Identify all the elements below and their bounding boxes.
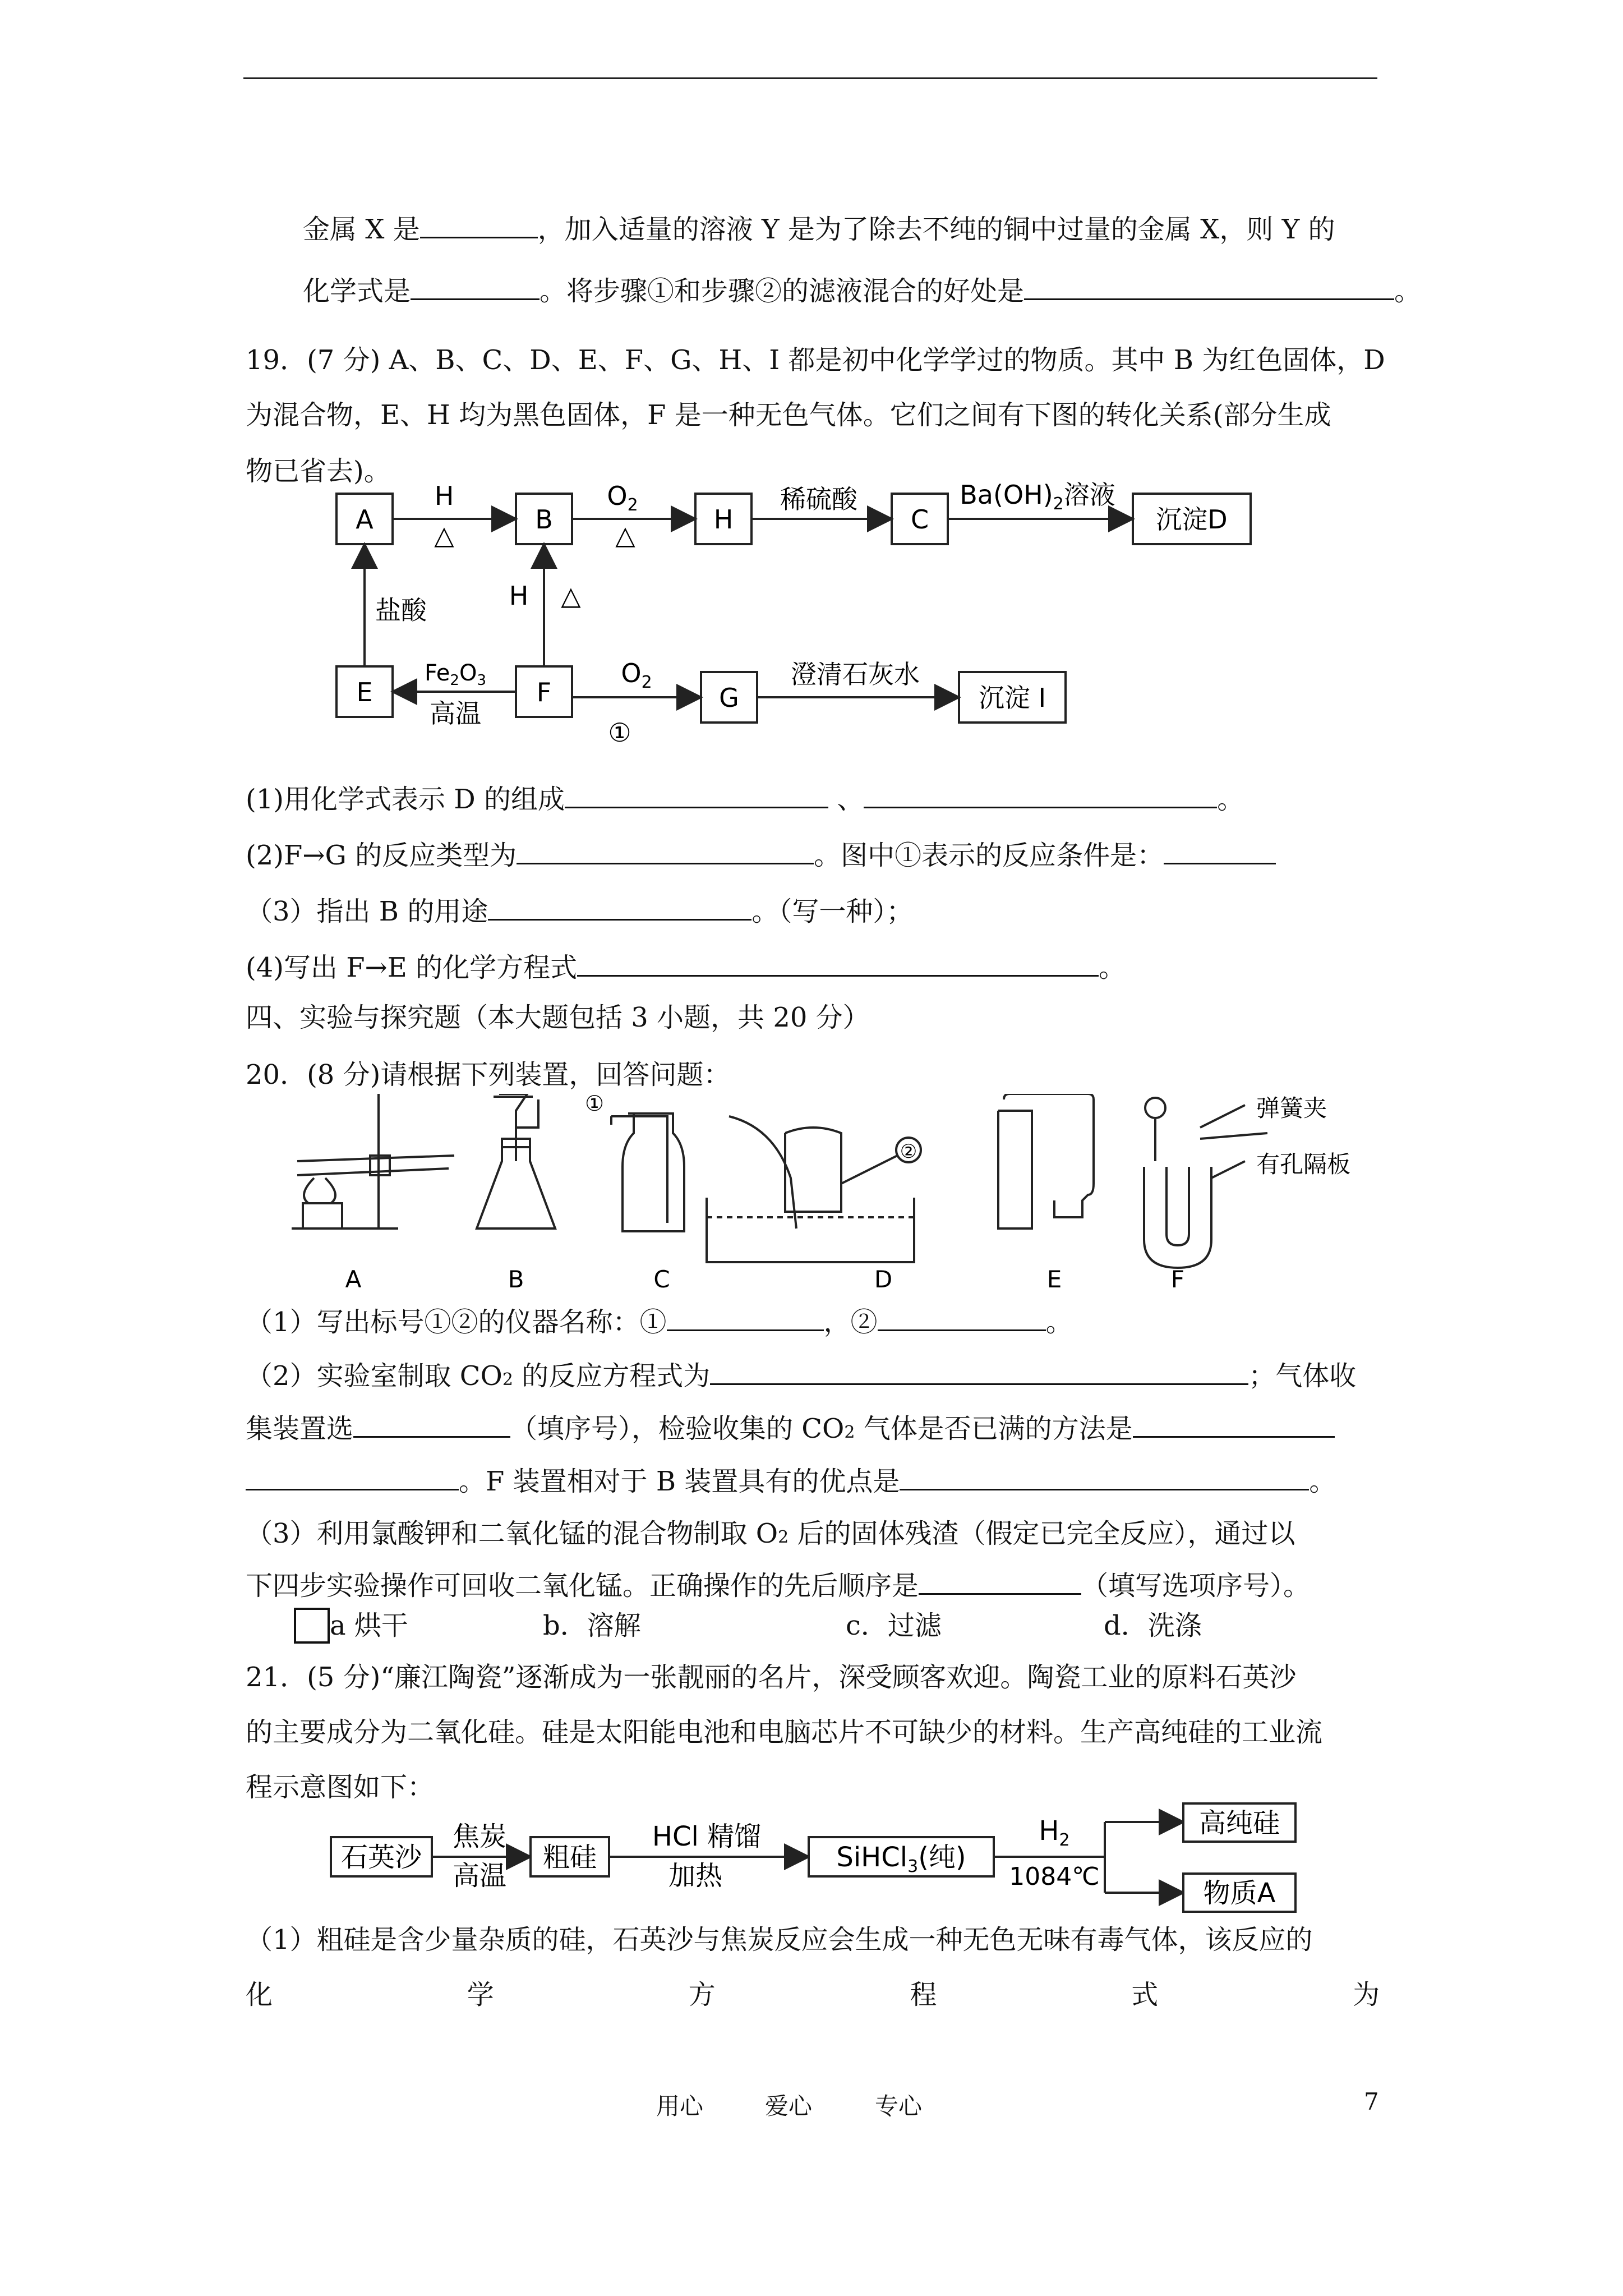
answer-blank[interactable] [900,1464,1309,1490]
answer-blank[interactable] [246,1464,459,1490]
spread-char: 方 [688,1979,716,2010]
flow-node-quartz-sand-label: 石英沙 [340,1842,422,1873]
label-d: D [874,1266,893,1293]
q20-option-d: d．洗涤 [1104,1610,1202,1641]
q20-sub2-line1: （2）实验室制取 CO2 的反应方程式为 ；气体收 [246,1359,1356,1397]
answer-blank[interactable] [517,838,814,864]
q21-sub1: （1）粗硅是含少量杂质的硅，石英沙与焦炭反应会生成一种无色无味有毒气体，该反应的 [246,1924,1313,1955]
answer-checkbox[interactable] [294,1608,330,1644]
q18-line2: 化学式是 。将步骤①和步骤②的滤液混合的好处是 。 [303,274,1421,308]
q20-option-b: b．溶解 [543,1610,641,1641]
node-g-label: G [719,683,739,713]
q20-sub2-line2: 集装置选 （填序号），检验收集的 CO2 气体是否已满的方法是 [246,1411,1335,1450]
q19-transformation-diagram [325,481,1267,751]
q20-sub3-line2: 下四步实验操作可回收二氧化锰。正确操作的先后顺序是 （填写选项序号）。 [246,1568,1310,1603]
spread-char: 化 [246,1979,273,2010]
apparatus-f [1144,1098,1267,1268]
arrow-e-a-label: 盐酸 [375,595,427,625]
spread-char: 式 [1131,1979,1159,2010]
apparatus-c [611,1114,684,1231]
label-marker-1: ① [584,1094,605,1116]
q19-text-line3: 物已省去)。 [246,455,391,487]
q19-text-line1: 19．(7 分) A、B、C、D、E、F、G、H、I 都是初中化学学过的物质。其中 B 为红色固体，D [246,344,1385,376]
arrow-b-h-bottom-label: △ [615,520,635,550]
q19-sub3: （3）指出 B 的用途 。（写一种）； [246,894,913,928]
node-e-label: E [356,677,373,707]
q20-apparatus-figure [280,1094,1402,1301]
spread-char: 为 [1352,1979,1380,2010]
flow-arrow-1-top-label: 焦炭 [452,1821,507,1852]
q20-sub1: （1）写出标号①②的仪器名称：① ，② 。 [246,1305,1073,1339]
apparatus-d [707,1116,921,1262]
q21-flow-diagram [325,1801,1312,1913]
label-c: C [653,1266,670,1293]
answer-blank[interactable] [710,1359,1248,1385]
apparatus-b [477,1094,555,1228]
q20-option-a: a 烘干 [330,1610,408,1641]
label-f: F [1170,1266,1185,1293]
arrow-b-h-top-label: $O_2$ [607,481,638,515]
answer-blank[interactable] [919,1568,1081,1595]
node-i-label: 沉淀 I [978,683,1046,713]
q18-line1: 金属 X 是 ，加入适量的溶液 Y 是为了除去不纯的铜中过量的金属 X，则 Y 的 [303,212,1335,246]
label-b: B [508,1266,524,1293]
page-number: 7 [1364,2088,1379,2115]
flow-arrow-3-bottom-label: 1084℃ [1009,1862,1100,1891]
arrow-c-d-label: $Ba(OH)_2$溶液 [960,481,1115,514]
node-h-label: H [713,504,734,535]
spread-char: 学 [467,1979,494,2010]
header-rule [243,77,1377,79]
apparatus-a [292,1094,454,1228]
arrow-f-b-right-label: △ [561,581,581,611]
label-a: A [345,1266,362,1293]
flow-node-crude-silicon-label: 粗硅 [542,1842,597,1873]
arrow-a-b-bottom-label: △ [434,520,454,550]
section-heading: 四、实验与探究题（本大题包括 3 小题，共 20 分） [246,1002,870,1033]
apparatus-e [998,1094,1094,1228]
label-spring-clip: 弹簧夹 [1256,1094,1327,1122]
node-a-label: A [356,504,374,535]
q19-sub1: (1)用化学式表示 D 的组成 、 。 [246,782,1244,816]
arrow-a-b-top-label: H [434,481,454,511]
answer-blank[interactable] [864,782,1217,808]
answer-blank[interactable] [353,1411,510,1438]
answer-blank[interactable] [878,1305,1046,1331]
arrow-g-i-label: 澄清石灰水 [791,659,920,689]
flow-arrow-2-top-label: HCl 精馏 [652,1821,762,1852]
label-e: E [1046,1266,1062,1293]
flow-node-sihcl3-label: SiHCl$_3$(纯) [836,1842,966,1876]
flow-arrow-1-bottom-label: 高温 [452,1860,507,1892]
answer-blank[interactable] [1024,274,1394,300]
node-f-label: F [536,677,552,707]
q19-sub2: (2)F→G 的反应类型为 。图中①表示的反应条件是： [246,838,1276,872]
arrow-f-g-condition-label: ① [608,717,631,748]
label-marker-2: ② [900,1140,917,1163]
q19-sub4: (4)写出 F→E 的化学方程式 。 [246,950,1126,984]
label-porous-plate: 有孔隔板 [1256,1151,1351,1178]
spread-char: 程 [910,1979,937,2010]
flow-node-substance-a-label: 物质A [1203,1878,1276,1909]
q21-line1: 21．(5 分)“廉江陶瓷”逐渐成为一张靓丽的名片，深受顾客欢迎。陶瓷工业的原料石英沙 [246,1662,1297,1693]
q21-line3: 程示意图如下： [246,1772,435,1803]
flow-node-pure-silicon-label: 高纯硅 [1198,1807,1280,1839]
arrow-f-e-top-label: $Fe_2O_3$ [424,660,487,689]
flow-arrow-3-top-label: $H_2$ [1039,1815,1070,1850]
footer-text-1: 用心 [656,2092,704,2120]
arrow-f-b-left-label: H [509,581,529,611]
answer-blank[interactable] [411,274,540,300]
q20-option-c: c．过滤 [846,1610,942,1641]
arrow-f-g-top-label: $O_2$ [621,658,652,692]
q19-text-line2: 为混合物，E、H 均为黑色固体，F 是一种无色气体。它们之间有下图的转化关系(部分生成 [246,399,1331,431]
q21-sub1-spread-line [246,1978,1380,2012]
answer-blank[interactable] [577,950,1099,977]
footer-text-3: 专心 [875,2092,923,2120]
q20-intro: 20．(8 分)请根据下列装置，回答问题： [246,1059,731,1091]
answer-blank[interactable] [565,782,828,808]
q20-sub2-line3: 。F 装置相对于 B 装置具有的优点是 。 [246,1464,1336,1498]
answer-blank[interactable] [1133,1411,1335,1438]
answer-blank[interactable] [667,1305,824,1331]
node-d-label: 沉淀D [1156,504,1228,535]
node-c-label: C [910,504,929,535]
node-b-label: B [535,504,553,535]
answer-blank[interactable] [488,894,751,921]
answer-blank[interactable] [420,212,538,238]
q20-sub3-line1: （3）利用氯酸钾和二氧化锰的混合物制取 O2 后的固体残渣（假定已完全反应），通过以 [246,1518,1295,1549]
q21-line2: 的主要成分为二氧化硅。硅是太阳能电池和电脑芯片不可缺少的材料。生产高纯硅的工业流 [246,1717,1323,1748]
footer-text-2: 爱心 [765,2092,813,2120]
answer-blank[interactable] [1164,838,1276,864]
arrow-f-e-bottom-label: 高温 [430,698,481,729]
flow-arrow-2-bottom-label: 加热 [668,1860,723,1892]
arrow-h-c-label: 稀硫酸 [780,484,857,514]
